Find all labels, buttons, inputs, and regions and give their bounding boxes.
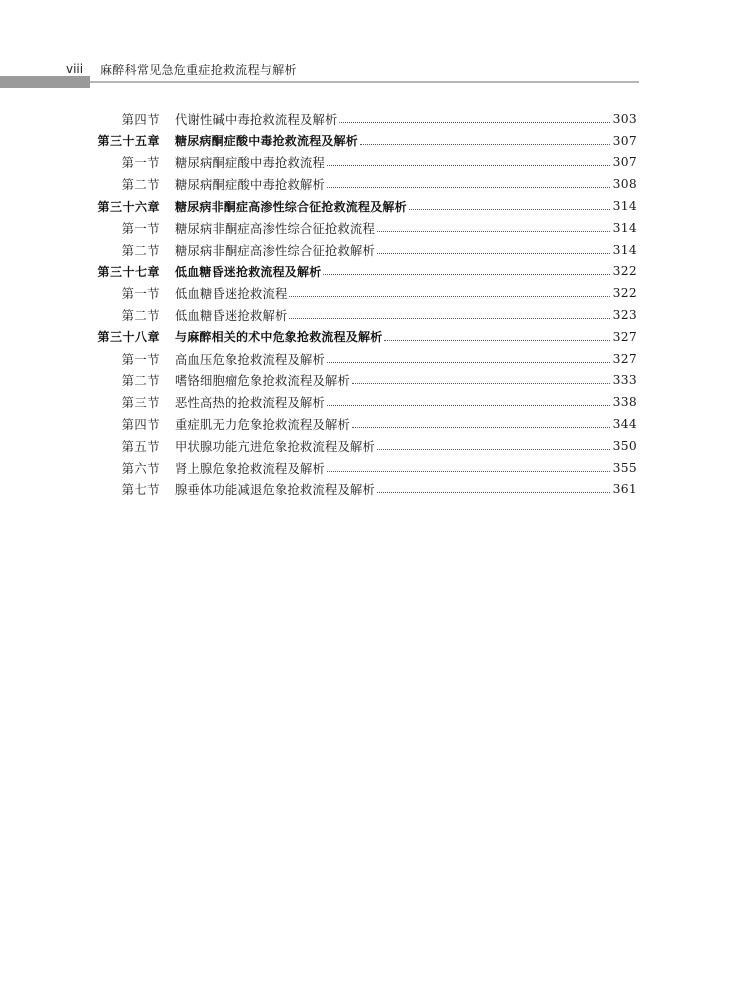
- toc-dot-leader: [377, 448, 610, 450]
- toc-entry-title: 糖尿病非酮症高渗性综合征抢救流程及解析: [175, 199, 407, 214]
- toc-entry-page: 303: [612, 111, 637, 126]
- toc-entry-page: 314: [612, 242, 637, 257]
- toc-entry-line: [175, 219, 637, 237]
- toc-section-row[interactable]: [0, 370, 730, 392]
- toc-entry-label: 第一节: [121, 221, 160, 236]
- toc-entry-label: 第五节: [121, 439, 160, 454]
- toc-entry-page: 333: [612, 373, 637, 388]
- toc-section-row[interactable]: [0, 304, 730, 326]
- toc-entry-page: 344: [612, 417, 637, 432]
- toc-dot-leader: [377, 252, 610, 254]
- toc-entry-line: [175, 110, 637, 128]
- toc-entry-label: 第三十八章: [97, 330, 160, 345]
- toc-chapter-row[interactable]: [0, 195, 730, 217]
- toc-entry-title: 糖尿病酮症酸中毒抢救解析: [175, 178, 325, 193]
- toc-entry-title: 甲状腺功能亢进危象抢救流程及解析: [175, 439, 375, 454]
- toc-dot-leader: [339, 121, 609, 123]
- toc-entry-line: [175, 393, 637, 411]
- toc-entry-label: 第一节: [121, 352, 160, 367]
- toc-section-row[interactable]: [0, 108, 730, 130]
- toc-entry-label: 第一节: [121, 287, 160, 302]
- toc-entry-page: 323: [612, 308, 637, 323]
- toc-entry-page: 307: [612, 155, 637, 170]
- table-of-contents: [0, 108, 730, 500]
- toc-dot-leader: [352, 382, 610, 384]
- toc-entry-page: 322: [612, 286, 637, 301]
- toc-entry-label: 第六节: [121, 461, 160, 476]
- toc-entry-title: 糖尿病非酮症高渗性综合征抢救流程: [175, 221, 375, 236]
- toc-entry-line: [175, 306, 637, 324]
- toc-entry-label: 第二节: [121, 178, 160, 193]
- toc-entry-line: [175, 132, 637, 149]
- toc-dot-leader: [327, 164, 610, 166]
- toc-entry-page: 350: [612, 438, 637, 453]
- toc-entry-page: 307: [612, 133, 637, 148]
- toc-entry-title: 糖尿病酮症酸中毒抢救流程: [175, 156, 325, 171]
- toc-entry-label: 第七节: [121, 483, 160, 498]
- toc-dot-leader: [323, 273, 609, 275]
- toc-entry-label: 第三十七章: [97, 264, 160, 279]
- toc-entry-line: [175, 437, 637, 455]
- toc-entry-label: 第四节: [121, 112, 160, 127]
- toc-entry-line: [175, 350, 637, 368]
- toc-entry-title: 糖尿病酮症酸中毒抢救流程及解析: [175, 134, 359, 149]
- header-gray-block: [0, 76, 90, 88]
- toc-chapter-row[interactable]: [0, 261, 730, 283]
- toc-entry-title: 低血糖昏迷抢救流程及解析: [175, 264, 322, 279]
- toc-entry-title: 嗜铬细胞瘤危象抢救流程及解析: [175, 374, 350, 389]
- toc-entry-line: [175, 241, 637, 259]
- toc-section-row[interactable]: [0, 413, 730, 435]
- toc-entry-label: 第三十五章: [97, 134, 160, 149]
- toc-chapter-row[interactable]: [0, 130, 730, 152]
- toc-section-row[interactable]: [0, 217, 730, 239]
- toc-entry-title: 恶性高热的抢救流程及解析: [175, 396, 325, 411]
- toc-entry-label: 第二节: [121, 374, 160, 389]
- header-book-title: 麻醉科常见急危重症抢救流程与解析: [100, 63, 297, 77]
- toc-section-row[interactable]: [0, 348, 730, 370]
- toc-dot-leader: [377, 491, 610, 493]
- toc-entry-title: 代谢性碱中毒抢救流程及解析: [175, 112, 338, 127]
- toc-entry-label: 第一节: [121, 156, 160, 171]
- toc-section-row[interactable]: [0, 239, 730, 261]
- toc-entry-page: 308: [612, 177, 637, 192]
- toc-entry-title: 低血糖昏迷抢救流程: [175, 287, 288, 302]
- page-header: [0, 0, 730, 100]
- toc-dot-leader: [384, 339, 609, 341]
- toc-entry-title: 肾上腺危象抢救流程及解析: [175, 461, 325, 476]
- toc-dot-leader: [327, 470, 610, 472]
- toc-entry-title: 高血压危象抢救流程及解析: [175, 352, 325, 367]
- toc-entry-page: 338: [612, 395, 637, 410]
- toc-section-row[interactable]: [0, 173, 730, 195]
- header-page-number: viii: [66, 62, 84, 76]
- toc-dot-leader: [377, 230, 610, 232]
- toc-entry-line: [175, 415, 637, 433]
- toc-dot-leader: [352, 426, 610, 428]
- header-rule: [90, 81, 639, 83]
- toc-entry-label: 第二节: [121, 309, 160, 324]
- toc-dot-leader: [409, 208, 610, 210]
- toc-entry-label: 第三节: [121, 396, 160, 411]
- toc-dot-leader: [289, 295, 609, 297]
- toc-entry-title: 与麻醉相关的术中危象抢救流程及解析: [175, 330, 383, 345]
- toc-entry-label: 第三十六章: [97, 199, 160, 214]
- toc-entry-page: 322: [612, 264, 637, 279]
- toc-entry-title: 低血糖昏迷抢救解析: [175, 309, 288, 324]
- toc-entry-line: [175, 198, 637, 215]
- toc-section-row[interactable]: [0, 435, 730, 457]
- toc-entry-line: [175, 371, 637, 389]
- toc-entry-label: 第四节: [121, 418, 160, 433]
- toc-dot-leader: [360, 143, 610, 145]
- toc-section-row[interactable]: [0, 282, 730, 304]
- toc-section-row[interactable]: [0, 152, 730, 174]
- toc-dot-leader: [327, 186, 610, 188]
- toc-entry-line: [175, 153, 637, 171]
- toc-section-row[interactable]: [0, 457, 730, 479]
- toc-entry-line: [175, 263, 637, 280]
- toc-chapter-row[interactable]: [0, 326, 730, 348]
- toc-entry-title: 糖尿病非酮症高渗性综合征抢救解析: [175, 243, 375, 258]
- toc-section-row[interactable]: [0, 479, 730, 501]
- toc-entry-line: [175, 284, 637, 302]
- toc-entry-page: 327: [612, 351, 637, 366]
- toc-entry-page: 314: [612, 199, 637, 214]
- toc-entry-title: 重症肌无力危象抢救流程及解析: [175, 418, 350, 433]
- toc-entry-page: 355: [612, 460, 637, 475]
- toc-entry-line: [175, 328, 637, 345]
- toc-section-row[interactable]: [0, 391, 730, 413]
- toc-entry-page: 314: [612, 220, 637, 235]
- toc-entry-title: 腺垂体功能减退危象抢救流程及解析: [175, 483, 375, 498]
- toc-entry-page: 327: [612, 329, 637, 344]
- toc-entry-page: 361: [612, 482, 637, 497]
- toc-entry-line: [175, 459, 637, 477]
- toc-dot-leader: [289, 317, 609, 319]
- toc-dot-leader: [327, 361, 610, 363]
- toc-entry-label: 第二节: [121, 243, 160, 258]
- toc-entry-line: [175, 175, 637, 193]
- toc-entry-line: [175, 480, 637, 498]
- toc-dot-leader: [327, 404, 610, 406]
